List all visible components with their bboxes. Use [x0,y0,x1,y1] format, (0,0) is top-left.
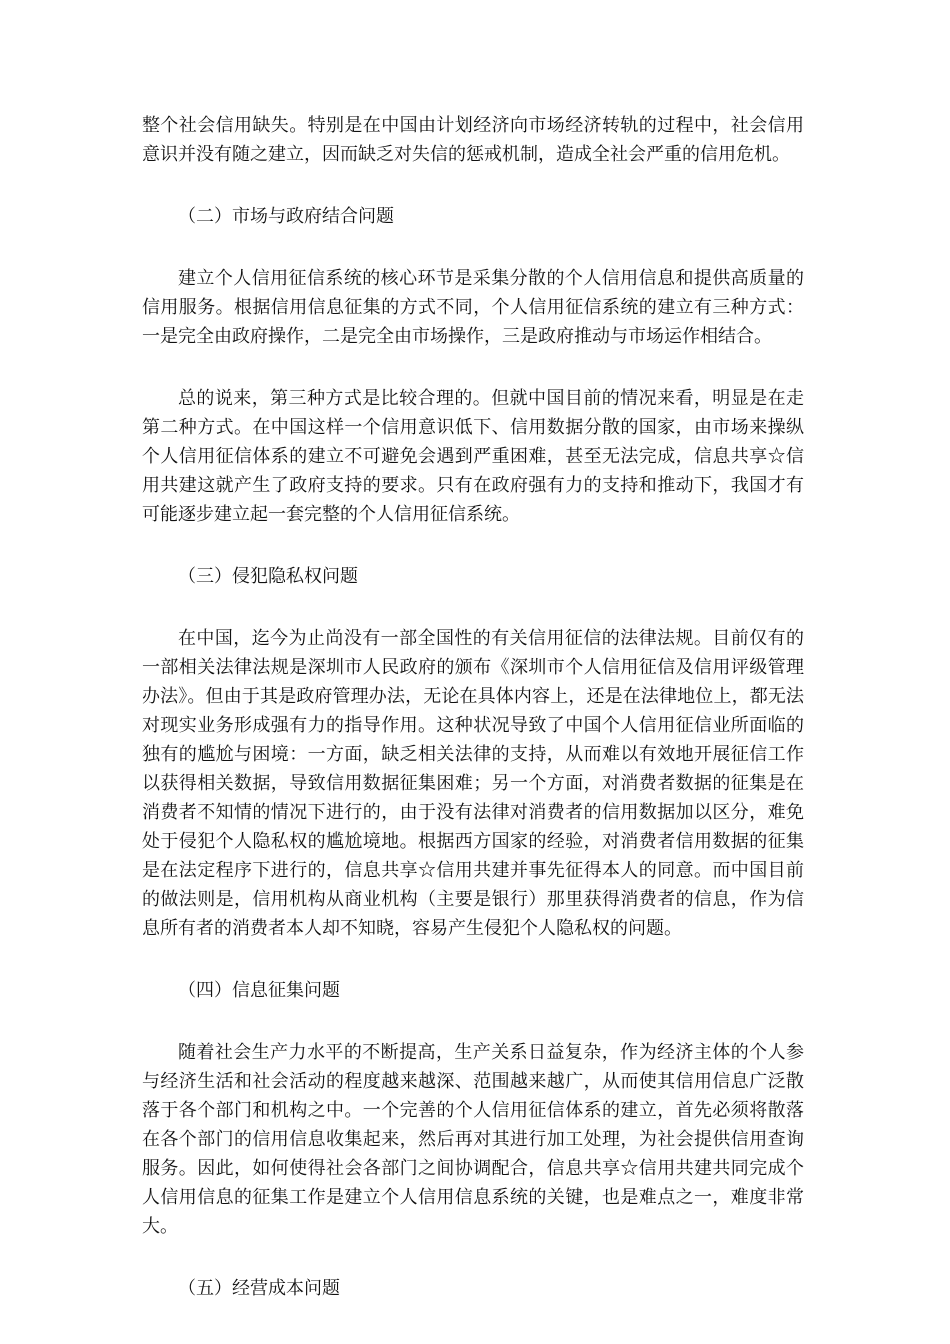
paragraph-information-collection: 随着社会生产力水平的不断提高，生产关系日益复杂，作为经济主体的个人参与经济生活和社会活动的程度越来越深、范围越来越广，从而使其信用信息广泛散落于各个部门和机构之中。一个完善的个人信用征信体系的建立，首先必须将散落在各个部门的信用信息收集起来，然后再对其进行加工处理，为社会提供信用查询服务。因此，如何使得社会各部门之间协调配合，信息共享☆信用共建共同完成个人信用信息的征集工作是建立个人信用信息系统的关键，也是难点之一，难度非常大。 [142,1042,804,1237]
section-heading-operating-cost: （五）经营成本问题 [178,1278,340,1299]
paragraph-core-link: 建立个人信用征信系统的核心环节是采集分散的个人信用信息和提供高质量的信用服务。根据信用信息征集的方式不同，个人信用征信系统的建立有三种方式：一是完全由政府操作，二是完全由市场操作，三是政府推动与市场运作相结合。 [142,268,804,347]
paragraph-legal-framework: 在中国，迄今为止尚没有一部全国性的有关信用征信的法律法规。目前仅有的一部相关法律法规是深圳市人民政府的颁布《深圳市个人信用征信及信用评级管理办法》。但由于其是政府管理办法，无论在具体内容上，还是在法律地位上，都无法对现实业务形成强有力的指导作用。这种状况导致了中国个人信用征信业所面临的独有的尴尬与困境：一方面，缺乏相关法律的支持，从而难以有效地开展征信工作以获得相关数据，导致信用数据征集困难；另一个方面，对消费者数据的征集是在消费者不知情的情况下进行的，由于没有法律对消费者的信用数据加以区分，难免处于侵犯个人隐私权的尴尬境地。根据西方国家的经验，对消费者信用数据的征集是在法定程序下进行的，信息共享☆信用共建并事先征得本人的同意。而中国目前的做法则是，信用机构从商业机构（主要是银行）那里获得消费者的信息，作为信息所有者的消费者本人却不知晓，容易产生侵犯个人隐私权的问题。 [142,628,804,939]
section-heading-information-collection: （四）信息征集问题 [178,980,340,1001]
section-heading-privacy: （三）侵犯隐私权问题 [178,566,358,587]
section-heading-market-government: （二）市场与政府结合问题 [178,206,394,227]
paragraph-third-method: 总的说来，第三种方式是比较合理的。但就中国目前的情况来看，明显是在走第二种方式。在中国这样一个信用意识低下、信用数据分散的国家，由市场来操纵个人信用征信体系的建立不可避免会遇到严重困难，甚至无法完成，信息共享☆信用共建这就产生了政府支持的要求。只有在政府强有力的支持和推动下，我国才有可能逐步建立起一套完整的个人信用征信系统。 [142,388,804,525]
paragraph-credit-loss: 整个社会信用缺失。特别是在中国由计划经济向市场经济转轨的过程中，社会信用意识并没有随之建立，因而缺乏对失信的惩戒机制，造成全社会严重的信用危机。 [142,115,804,165]
document-body [142,111,804,1336]
